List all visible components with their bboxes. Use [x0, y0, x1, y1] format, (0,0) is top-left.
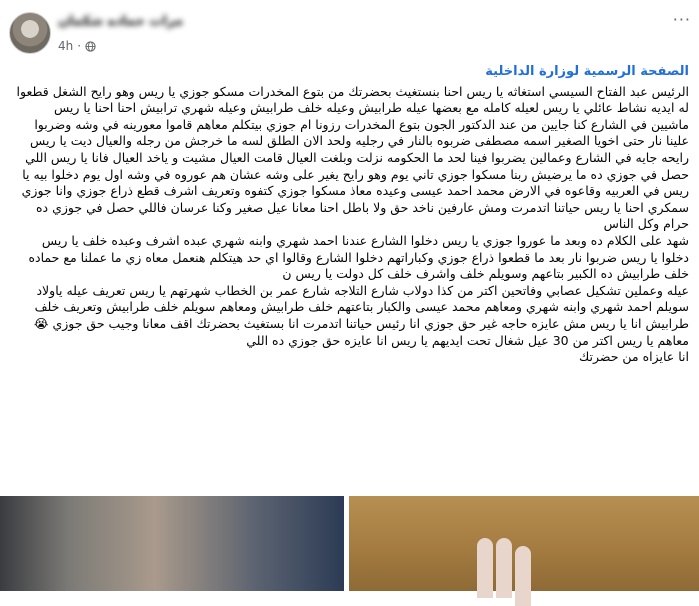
post-paragraph: شهد على الكلام ده وبعد ما عوروا جوزي يا ريس دخلوا الشارع عندنا احمد شهري وابنه شهري عبده اشرف وعبده خلف يا ريس دخلوا يا ريس ضربوا نار بعد ما قطعوا ذراع جوزي وكباراتهم دخلوا الشارع وقالوا اي حد هيتكلم هنعمل معاه زي ما عملنا مع حماده خلف طرابيش ده الكبير بتاعهم وسويلم خلف واشرف خلف كل دولت يا ريس ن — [28, 232, 689, 282]
page-mention-link[interactable]: الصفحة الرسمية لوزارة الداخلية — [485, 64, 689, 79]
post-photo-2[interactable] — [349, 496, 699, 591]
post-paragraph: عيله وعملين تشكيل عصابي وفاتحين اكتر من كذا دولاب شارع التلاجه شارع عمر بن الخطاب شهرتهم يا ريس تعريف عيله ياولاد سويلم احمد شهري وابنه شهري ومعاهم محمد عيسى والكبار بتاعتهم خلف طرابيش ومعاهم سويلم خلف طرابيش وتعريف خلف طرابيش انا يا ريس مش عايزه حاجه غير حق جوزي انا رئيس حياتنا اتدمرت انا بستغيث بحضرتك اقف معانا وجيب حق جوزي 😭 معاهم يا ريس اكتر من 30 عيل شغال تحت ايديهم يا ريس انا عايزه حق جوزي ده اللي — [33, 282, 689, 348]
photo-finger-shape — [515, 546, 531, 606]
post-photo-1[interactable] — [0, 496, 344, 591]
post-meta — [58, 39, 96, 53]
avatar[interactable] — [9, 12, 51, 54]
post-photos — [0, 496, 699, 591]
post-paragraph: انا عايزاه من حضرتك — [578, 349, 689, 365]
more-options-icon[interactable]: ··· — [672, 10, 691, 29]
photo-finger-shape — [477, 538, 493, 598]
photo-finger-shape — [496, 538, 512, 598]
post-paragraph: الرئيس عبد الفتاح السيسي استغاثه يا ريس احنا بنستغيث بحضرتك من بتوع المخدرات مسكو جوزي يا ريس وهو رايح الشغل قطعوا له ايديه نشاط عائلي يا ريس لعيله كامله مع بعضها عيله طرابيش وعيله خلف طرابيش وعيله شهري ترابيش احنا احنا يا ريس ماشيين في الشارع كنا جايين من عند الدكتور الجون بتوع المخدرات رزونا ام جوزي بيتكلم معاهم قاموا معورينه في وشه وضربوا علينا نار حتى اخويا الصغير اسمه مصطفى ضربوه بالنار في رجليه ولحد الان الطلق لسه ما خرجش من رجله والعيال ديت يا ريس رايحه جايه في الشارع وعمالين يضربوا فينا لحد ما الحكومه نزلت وبلغت العيال قامت العيال مشيت و ياخد العيال فانا يا ريس اللي حصل في جوزي ده ما يرضيش ربنا مسكوا جوزي تاني يوم وهو رايح يغير على وشه عشان هم عوروه في وشه اول يوم دخلوا بيه يا ريس في العربيه وقاعوه في الارض محمد احمد عيسى وعيده معاذ مسكوا جوزي كتفوه وتعريف اشرف قطع ذراع جوزي وانا جوزي سمكري احنا يا ريس حياتنا اتدمرت ومش عارفين ناخد حق ولا باطل احنا معانا عيل صغير وكنا عرسان فاللي حصل في جوزي ده حرام وكل الناس — [16, 83, 689, 232]
globe-icon — [85, 41, 96, 52]
post-body — [13, 64, 689, 366]
post-time[interactable]: 4h — [58, 39, 74, 53]
author-name[interactable]: مرات حماده شكمان — [58, 14, 184, 29]
post-header — [0, 0, 699, 62]
meta-separator: · — [77, 39, 82, 53]
